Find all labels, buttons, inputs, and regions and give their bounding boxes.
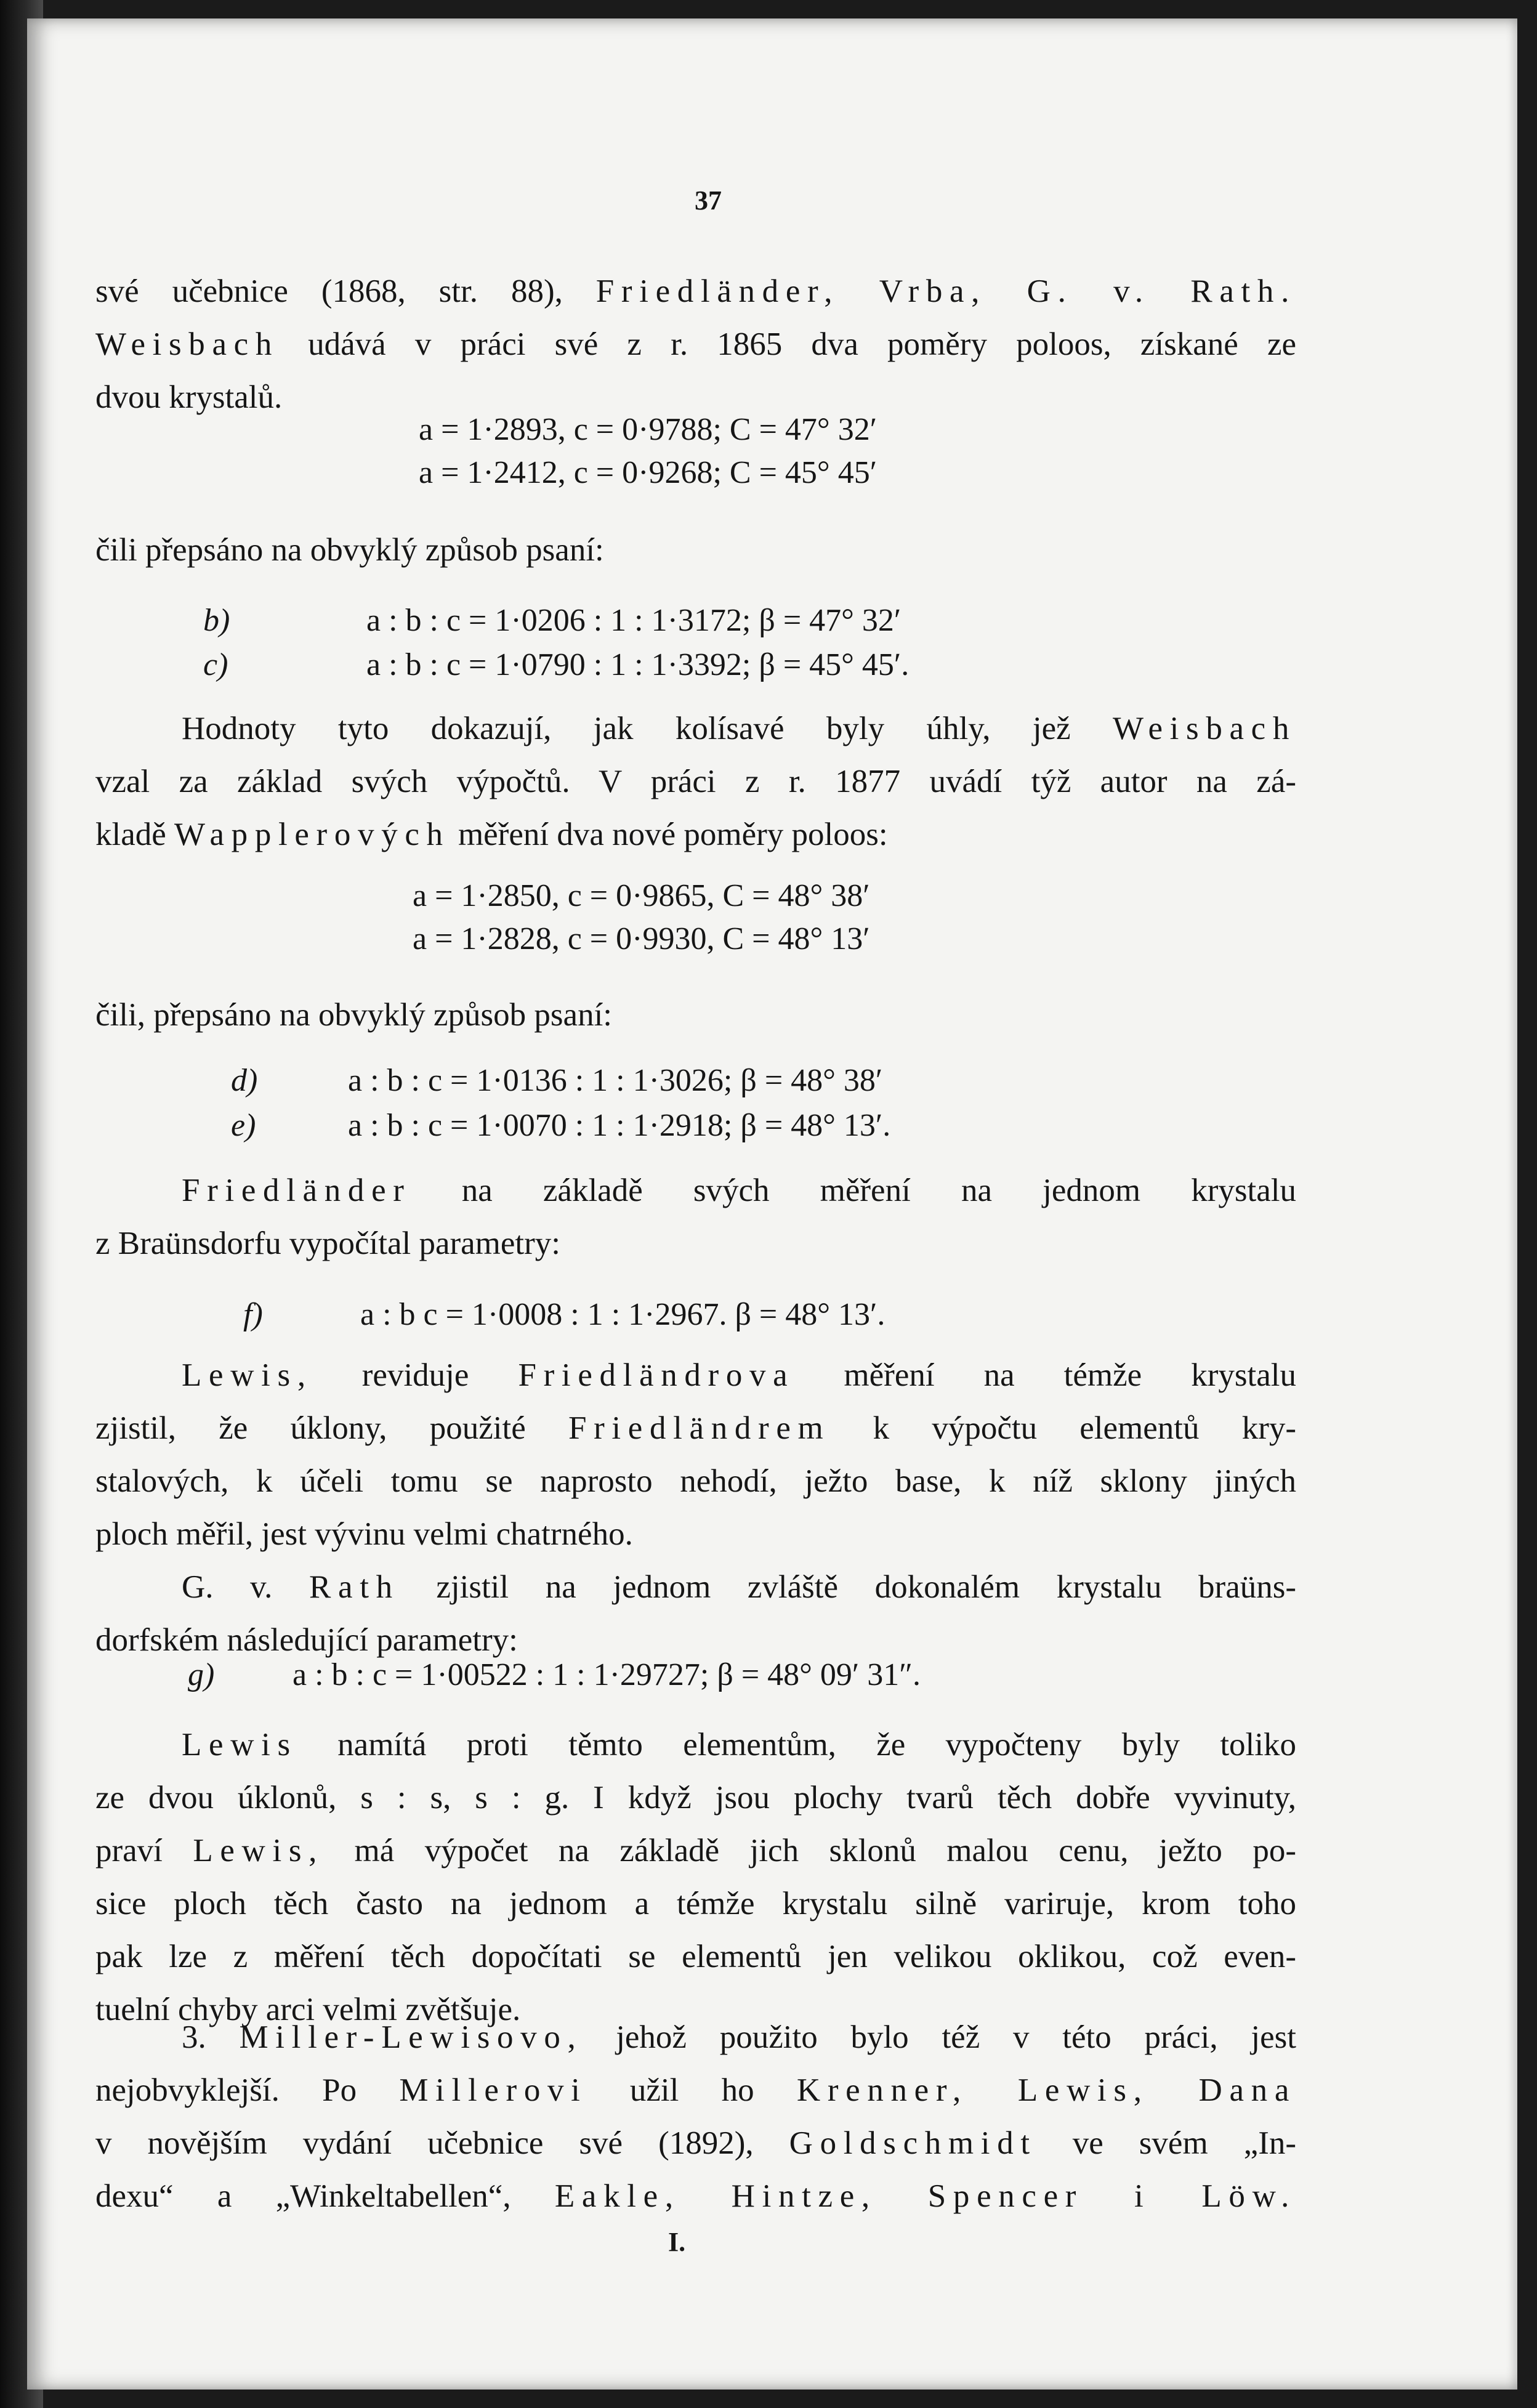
- text-line: stalových, k účeli tomu se naprosto nehodí, ježto base, k níž sklony jiných: [95, 1463, 1296, 1499]
- text-run: dexu“ a „Winkeltabellen“,: [95, 2178, 511, 2214]
- text-line: tuelní chyby arci velmi zvětšuje.: [95, 1992, 521, 2027]
- author-name: Millerovi: [399, 2072, 587, 2108]
- formula-text: a : b : c = 1·00522 : 1 : 1·29727; β = 48° 09′ 31″.: [292, 1657, 921, 1692]
- author-name: Wapplerových: [174, 817, 450, 852]
- formula-text: a : b : c = 1·0206 : 1 : 1·3172; β = 47° 32′: [366, 603, 902, 638]
- text-line: [95, 1402, 1296, 1455]
- formula-d: [231, 1062, 882, 1099]
- formula-label: b): [203, 603, 230, 638]
- author-name: Weisbach: [1113, 711, 1297, 746]
- text-line: pak lze z měření těch dopočítati se elementů jen velikou oklikou, což even-: [95, 1939, 1296, 1974]
- text-run: k výpočtu elementů kry-: [873, 1410, 1297, 1446]
- author-name: Miller-Lewisovo,: [239, 2019, 583, 2055]
- text-line: [95, 2011, 1296, 2064]
- author-name: Eakle, Hintze, Spencer i Löw.: [554, 2178, 1296, 2214]
- text-line: [95, 1164, 1296, 1217]
- author-name: Lewis: [182, 1727, 297, 1763]
- formula-text: a : b : c = 1·0070 : 1 : 1·2918; β = 48° 13′.: [348, 1108, 891, 1143]
- formula-b: [203, 602, 901, 639]
- formula-label: e): [231, 1108, 256, 1143]
- formula-text: a : b : c = 1·0790 : 1 : 1·3392; β = 45° 45′.: [366, 647, 910, 682]
- formula-label: c): [203, 647, 228, 682]
- formula-label: f): [243, 1297, 263, 1332]
- text-run: Hodnoty tyto dokazují, jak kolísavé byly úhly, jež: [182, 711, 1071, 746]
- text-run: měření dva nové poměry poloos:: [458, 817, 888, 852]
- author-name: Friedländrem: [568, 1410, 831, 1446]
- text-line: [95, 1349, 1296, 1402]
- text-line: čili, přepsáno na obvyklý způsob psaní:: [95, 997, 613, 1033]
- formula-3: a = 1·2850, c = 0·9865, C = 48° 38′: [413, 878, 870, 913]
- text-run: zjistil na jednom zvláště dokonalém krystalu braüns-: [436, 1569, 1296, 1605]
- paragraph-2: [95, 523, 1296, 576]
- text-run: reviduje: [361, 1357, 469, 1393]
- formula-1: a = 1·2893, c = 0·9788; C = 47° 32′: [419, 412, 877, 447]
- text-line: [95, 1824, 1296, 1877]
- text-run: G. v.: [182, 1569, 273, 1605]
- formula-4: a = 1·2828, c = 0·9930, C = 48° 13′: [413, 921, 870, 956]
- author-name: Friedländrova: [518, 1357, 795, 1393]
- paragraph-4: [95, 988, 1296, 1041]
- text-line: [95, 808, 1296, 861]
- text-line: [95, 265, 1296, 318]
- text-run: měření na témže krystalu: [844, 1357, 1296, 1393]
- text-line: [95, 1718, 1296, 1771]
- author-name: Krenner, Lewis, Dana: [796, 2072, 1297, 2108]
- formula-e: [231, 1107, 890, 1144]
- formula-2: a = 1·2412, c = 0·9268; C = 45° 45′: [419, 455, 877, 490]
- author-name: Friedländer, Vrba, G. v. Rath.: [595, 273, 1296, 309]
- text-run: 3.: [182, 2019, 206, 2055]
- text-line: [95, 1561, 1296, 1614]
- text-line: dorfském následující parametry:: [95, 1622, 518, 1658]
- text-run: udává v práci své z r. 1865 dva poměry poloos, získané ze: [308, 326, 1297, 362]
- text-line: z Braünsdorfu vypočítal parametry:: [95, 1226, 560, 1261]
- formula-f: [243, 1296, 885, 1333]
- text-run: v novějším vydání učebnice své (1892),: [95, 2125, 754, 2161]
- author-name: Lewis,: [182, 1357, 313, 1393]
- text-run: jehož použito bylo též v této práci, jest: [616, 2019, 1297, 2055]
- text-run: ve svém „In-: [1072, 2125, 1297, 2161]
- text-line: sice ploch těch často na jednom a témže krystalu silně variruje, krom toho: [95, 1886, 1296, 1921]
- text-line: [95, 2117, 1296, 2170]
- author-name: Rath: [309, 1569, 400, 1605]
- author-name: Lewis,: [193, 1833, 325, 1869]
- author-name: Friedländer: [182, 1173, 411, 1208]
- text-run: praví: [95, 1833, 163, 1869]
- paragraph-1: [95, 265, 1296, 424]
- author-name: Goldschmidt: [789, 2125, 1037, 2161]
- signature-mark: I.: [668, 2227, 686, 2257]
- paragraph-3: [95, 702, 1296, 861]
- text-line: [95, 318, 1296, 371]
- formula-c: [203, 647, 909, 683]
- paragraph-7: [95, 1718, 1296, 2036]
- text-line: [95, 702, 1296, 755]
- page-number: 37: [695, 185, 722, 216]
- formula-text: a : b : c = 1·0136 : 1 : 1·3026; β = 48° 38′: [348, 1063, 883, 1098]
- text-run: nejobvyklejší. Po: [95, 2072, 357, 2108]
- author-name: Weisbach: [95, 326, 279, 362]
- text-run: užil ho: [629, 2072, 754, 2108]
- formula-text: a : b c = 1·0008 : 1 : 1·2967. β = 48° 13′.: [360, 1297, 885, 1332]
- text-run: kladě: [95, 817, 166, 852]
- text-line: ze dvou úklonů, s : s, s : g. I když jsou plochy tvarů těch dobře vyvinuty,: [95, 1780, 1296, 1816]
- text-line: ploch měřil, jest vývinu velmi chatrného.: [95, 1516, 633, 1552]
- text-line: [95, 2064, 1296, 2117]
- paragraph-8: [95, 2011, 1296, 2223]
- paragraph-5: [95, 1164, 1296, 1270]
- text-run: zjistil, že úklony, použité: [95, 1410, 526, 1446]
- text-run: namítá proti těmto elementům, že vypočteny byly toliko: [337, 1727, 1297, 1763]
- paragraph-6: [95, 1349, 1296, 1667]
- text-line: dvou krystalů.: [95, 379, 283, 415]
- formula-g: [188, 1657, 921, 1693]
- text-run: na základě svých měření na jednom krystalu: [461, 1173, 1297, 1208]
- formula-label: d): [231, 1063, 258, 1098]
- text-line: vzal za základ svých výpočtů. V práci z r. 1877 uvádí týž autor na zá-: [95, 764, 1296, 799]
- text-line: čili přepsáno na obvyklý způsob psaní:: [95, 532, 604, 568]
- text-run: má výpočet na základě jich sklonů malou cenu, ježto po-: [354, 1833, 1296, 1869]
- text-run: své učebnice (1868, str. 88),: [95, 273, 563, 309]
- text-line: [95, 2170, 1296, 2223]
- formula-label: g): [188, 1657, 215, 1692]
